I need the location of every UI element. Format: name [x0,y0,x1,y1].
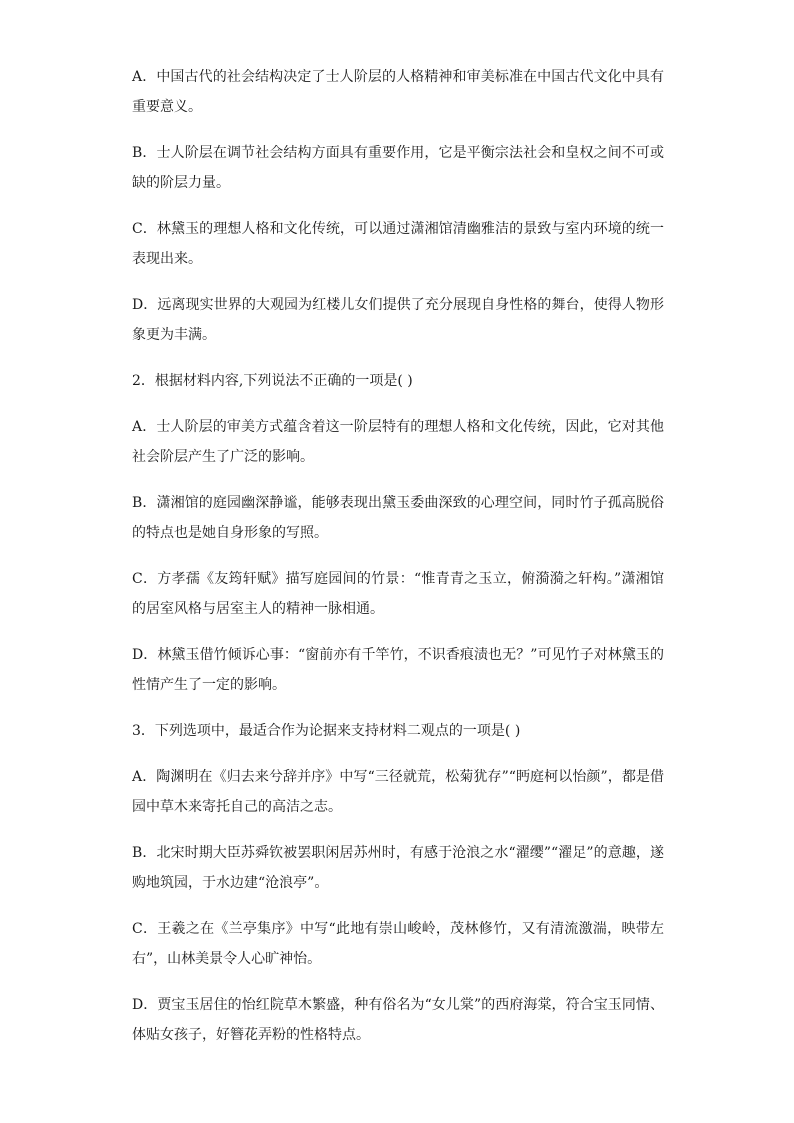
q1-option-d: D．远离现实世界的大观园为红楼儿女们提供了充分展现自身性格的舞台，使得人物形象更为丰满。 [132,297,664,343]
q1-option-c: C．林黛玉的理想人格和文化传统，可以通过潇湘馆清幽雅洁的景致与室内环境的统一表现出来。 [132,221,664,267]
q3-option-a: A．陶渊明在《归去来兮辞并序》中写“三径就荒，松菊犹存”“眄庭柯以怡颜”，都是借园中草木来寄托自己的高洁之志。 [132,769,664,815]
q1-option-b: B．士人阶层在调节社会结构方面具有重要作用，它是平衡宗法社会和皇权之间不可或缺的阶层力量。 [132,145,664,191]
q1-option-a: A．中国古代的社会结构决定了士人阶层的人格精神和审美标准在中国古代文化中具有重要意义。 [132,69,664,115]
q2-stem: 2．根据材料内容,下列说法不正确的一项是( ) [132,373,413,389]
q3-option-b: B．北宋时期大臣苏舜钦被罢职闲居苏州时，有感于沧浪之水“濯缨”“濯足”的意趣，遂购地筑园，于水边建“沧浪亭”。 [132,845,664,891]
q3-option-d: D．贾宝玉居住的怡红院草木繁盛，种有俗名为“女儿棠”的西府海棠，符合宝玉同情、体贴女孩子，好簪花弄粉的性格特点。 [132,997,664,1043]
q2-option-c: C．方孝孺《友筠轩赋》描写庭园间的竹景：“惟青青之玉立，俯漪漪之轩构。”潇湘馆的居室风格与居室主人的精神一脉相通。 [132,571,664,617]
q2-option-a: A．士人阶层的审美方式蕴含着这一阶层特有的理想人格和文化传统，因此，它对其他社会阶层产生了广泛的影响。 [132,419,664,465]
document-page [132,62,664,1066]
q3-stem: 3．下列选项中，最适合作为论据来支持材料二观点的一项是( ) [132,723,521,739]
q3-option-c: C．王羲之在《兰亭集序》中写“此地有崇山峻岭，茂林修竹，又有清流激湍，映带左右”，山林美景令人心旷神怡。 [132,921,664,967]
q2-option-b: B．潇湘馆的庭园幽深静谧，能够表现出黛玉委曲深致的心理空间，同时竹子孤高脱俗的特点也是她自身形象的写照。 [132,495,664,541]
q2-option-d: D．林黛玉借竹倾诉心事：“窗前亦有千竿竹，不识香痕渍也无？”可见竹子对林黛玉的性情产生了一定的影响。 [132,647,664,693]
